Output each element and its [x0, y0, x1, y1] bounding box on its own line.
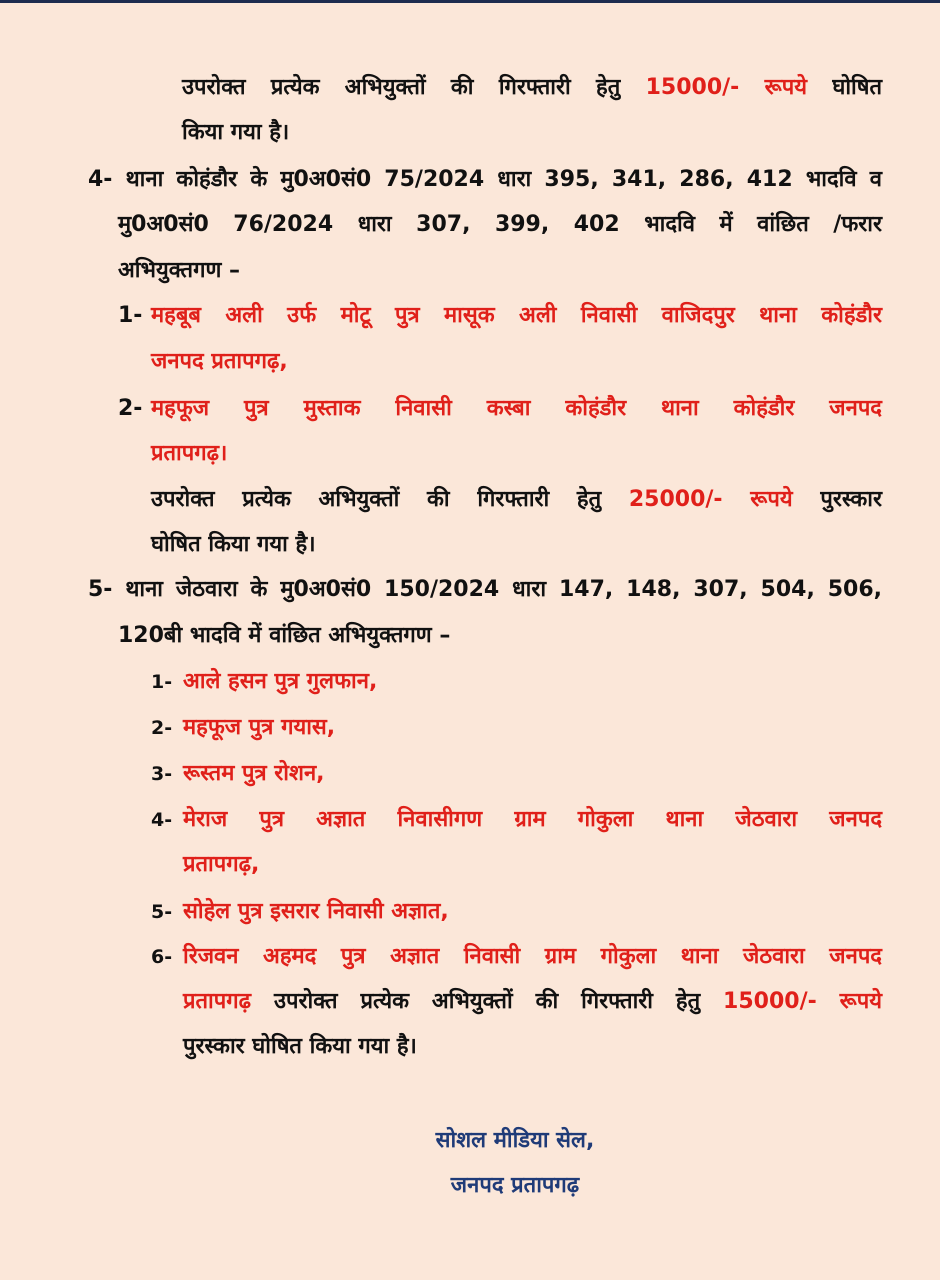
- item4-heading-line-1: 4- थाना कोहंडौर के मु0अ0सं0 75/2024 धारा 395, 341, 286, 412 भादवि व: [88, 167, 882, 192]
- item4-reward-line-1: उपरोक्त प्रत्येक अभियुक्तों की गिरफ्तारी हेतु 25000/- रूपये पुरस्कार: [151, 487, 882, 512]
- item5-accused-6-line-2: प्रतापगढ़ उपरोक्त प्रत्येक अभियुक्तों की गिरफ्तारी हेतु 15000/- रूपये: [183, 989, 883, 1014]
- intro-line-1: उपरोक्त प्रत्येक अभियुक्तों की गिरफ्तारी हेतु 15000/- रूपये घोषित: [182, 75, 882, 100]
- item5-accused-1-number: 1-: [151, 671, 173, 693]
- item5-accused-3-number: 3-: [151, 763, 173, 785]
- item5-accused-4-line-1: मेराज पुत्र अज्ञात निवासीगण ग्राम गोकुला थाना जेठवारा जनपद: [183, 807, 882, 832]
- item4-heading-line-2: मु0अ0सं0 76/2024 धारा 307, 399, 402 भादवि में वांछित /फरार: [118, 212, 882, 237]
- item5-accused-6-number: 6-: [151, 946, 173, 968]
- signature-line-1: सोशल मीडिया सेल,: [435, 1128, 595, 1153]
- item5-accused-5-number: 5-: [151, 901, 173, 923]
- item5-accused-2: महफूज पुत्र गयास,: [183, 715, 336, 740]
- item4-accused-1-number: 1-: [118, 303, 143, 328]
- item5-accused-1: आले हसन पुत्र गुलफान,: [183, 669, 378, 694]
- item4-accused-2-line-2: प्रतापगढ़।: [151, 441, 228, 466]
- reward-amount: 25000/- रूपये: [628, 487, 793, 512]
- item4-reward-line-2: घोषित किया गया है।: [151, 532, 316, 557]
- intro-line-2: किया गया है।: [182, 120, 290, 145]
- item4-accused-2-number: 2-: [118, 396, 143, 421]
- item4-heading-line-3: अभियुक्तगण –: [118, 258, 241, 283]
- item5-heading-line-1: 5- थाना जेठवारा के मु0अ0सं0 150/2024 धारा 147, 148, 307, 504, 506,: [88, 577, 882, 602]
- item4-accused-1-line-1: महबूब अली उर्फ मोटू पुत्र मासूक अली निवासी वाजिदपुर थाना कोहंडौर: [151, 303, 882, 328]
- item5-accused-4-line-2: प्रतापगढ़,: [183, 852, 260, 877]
- reward-amount: 15000/- रूपये: [645, 75, 807, 100]
- item5-accused-5: सोहेल पुत्र इसरार निवासी अज्ञात,: [183, 899, 449, 924]
- item5-reward-line: पुरस्कार घोषित किया गया है।: [183, 1034, 417, 1059]
- item5-accused-3: रूस्तम पुत्र रोशन,: [183, 761, 325, 786]
- item4-accused-1-line-2: जनपद प्रतापगढ़,: [151, 349, 288, 374]
- reward-amount: 15000/- रूपये: [723, 989, 883, 1014]
- item5-accused-2-number: 2-: [151, 717, 173, 739]
- item4-accused-2-line-1: महफूज पुत्र मुस्ताक निवासी कस्बा कोहंडौर थाना कोहंडौर जनपद: [151, 396, 882, 421]
- item5-accused-6-line-1: रिजवन अहमद पुत्र अज्ञात निवासी ग्राम गोकुला थाना जेठवारा जनपद: [183, 944, 882, 969]
- item5-accused-4-number: 4-: [151, 809, 173, 831]
- item5-heading-line-2: 120बी भादवि में वांछित अभियुक्तगण –: [118, 623, 451, 648]
- signature-line-2: जनपद प्रतापगढ़: [450, 1173, 580, 1198]
